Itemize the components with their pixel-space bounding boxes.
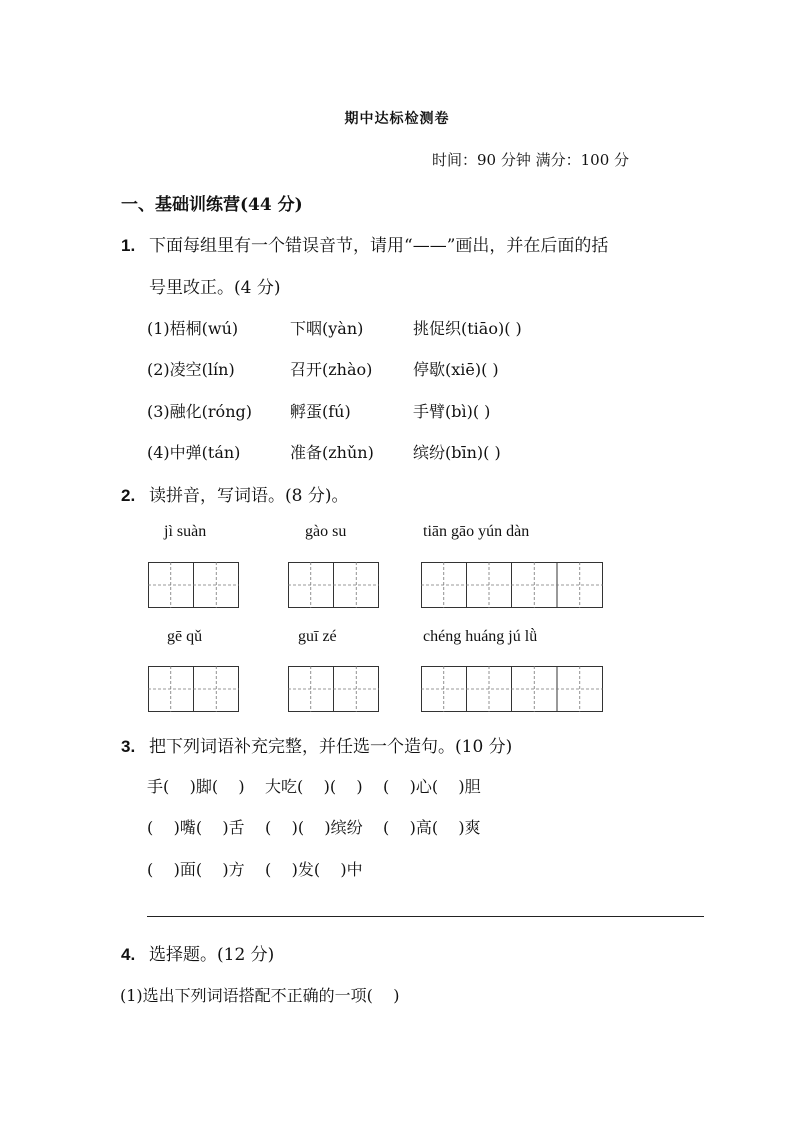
pinyin-jisuan: jì suàn (164, 523, 207, 540)
section-heading: 一、基础训练营(44 分) (121, 195, 303, 215)
pinyin-gequ: gē qǔ (167, 628, 203, 645)
char-grid-2[interactable] (288, 562, 380, 608)
question-text: 读拼音，写词语。(8 分)。 (149, 486, 349, 506)
page-title: 期中达标检测卷 (344, 111, 450, 127)
question-number: 3. (121, 737, 136, 756)
question-3 (121, 732, 512, 757)
q1-row4-col1: (4)中弹(tán) (147, 443, 241, 462)
char-grid-4[interactable] (421, 666, 604, 712)
q1-row4-col2: 准备(zhǔn) (290, 443, 374, 462)
question-number: 4. (121, 945, 136, 964)
question-2 (121, 481, 348, 506)
q1-row2-col2: 召开(zhào) (290, 360, 373, 379)
question-number: 2. (121, 486, 136, 505)
q1-row4-col3: 缤纷(bīn)( ) (413, 443, 501, 462)
exam-time-info: 时间：90 分钟 满分：100 分 (432, 151, 630, 169)
pinyin-tiangaoyundan: tiān gāo yún dàn (423, 523, 530, 540)
question-1-line2: 号里改正。(4 分) (149, 278, 281, 298)
question-4 (121, 940, 274, 965)
answer-line[interactable] (147, 916, 704, 917)
q1-row3-col2: 孵蛋(fú) (290, 402, 351, 421)
q1-row1-col3: 挑促织(tiāo)( ) (413, 319, 522, 338)
q3-fill-line-2[interactable]: ( )嘴( )舌 ( )( )缤纷 ( )高( )爽 (147, 818, 481, 837)
char-grid-2[interactable] (148, 562, 240, 608)
q1-row2-col1: (2)凌空(lín) (147, 360, 235, 379)
q1-row1-col2: 下咽(yàn) (290, 319, 364, 338)
q4-sub-question-1: (1)选出下列词语搭配不正确的一项( ) (120, 986, 400, 1005)
q3-fill-line-1[interactable]: 手( )脚( ) 大吃( )( ) ( )心( )胆 (147, 777, 481, 796)
question-text: 选择题。(12 分) (149, 945, 275, 965)
char-grid-4[interactable] (421, 562, 604, 608)
question-number: 1. (121, 236, 136, 255)
q1-row3-col3: 手臂(bì)( ) (413, 402, 491, 421)
q3-fill-line-3[interactable]: ( )面( )方 ( )发( )中 (147, 860, 363, 879)
char-grid-2[interactable] (148, 666, 240, 712)
question-text: 下面每组里有一个错误音节，请用“——”画出，并在后面的括 (149, 236, 609, 256)
pinyin-chenghuangjulv: chéng huáng jú lǜ (423, 628, 538, 645)
question-1-line1 (121, 231, 608, 256)
question-text: 把下列词语补充完整，并任选一个造句。(10 分) (149, 737, 513, 757)
pinyin-gaosu: gào su (305, 523, 347, 540)
q1-row3-col1: (3)融化(róng) (147, 402, 252, 421)
q1-row1-col1: (1)梧桐(wú) (147, 319, 239, 338)
q1-row2-col3: 停歇(xiē)( ) (413, 360, 499, 379)
char-grid-2[interactable] (288, 666, 380, 712)
pinyin-guize: guī zé (298, 628, 337, 645)
